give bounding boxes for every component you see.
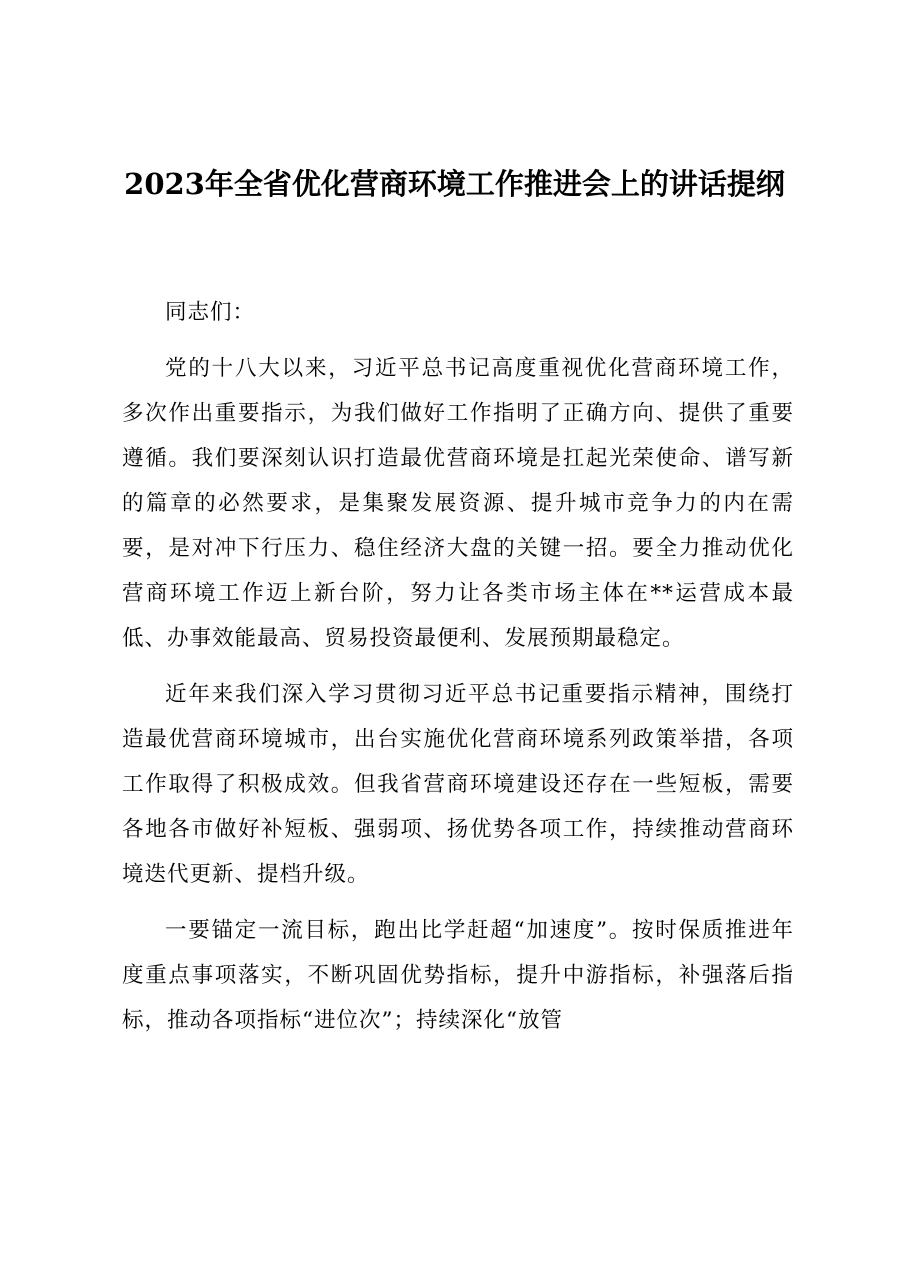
document-body <box>122 290 794 1054</box>
paragraph-2: 近年来我们深入学习贯彻习近平总书记重要指示精神，围绕打造最优营商环境城市，出台实施优化营商环境系列政策举措，各项工作取得了积极成效。但我省营商环境建设还存在一些短板，需要各地各市做好补短板、强弱项、扬优势各项工作，持续推动营商环境迭代更新、提档升级。 <box>122 682 794 887</box>
paragraph-3: 一要锚定一流目标，跑出比学赶超“加速度”。按时保质推进年度重点事项落实，不断巩固优势指标，提升中游指标，补强落后指标，推动各项指标“进位次”；持续深化“放管 <box>122 918 794 1033</box>
salutation: 同志们： <box>165 300 256 325</box>
paragraph-1: 党的十八大以来，习近平总书记高度重视优化营商环境工作，多次作出重要指示，为我们做好工作指明了正确方向、提供了重要遵循。我们要深刻认识打造最优营商环境是扛起光荣使命、谱写新的篇章的必然要求，是集聚发展资源、提升城市竞争力的内在需要，是对冲下行压力、稳住经济大盘的关键一招。要全力推动优化营商环境工作迈上新台阶，努力让各类市场主体在**运营成本最低、办事效能最高、贸易投资最便利、发展预期最稳定。 <box>122 356 794 651</box>
document-title: 2023年全省优化营商环境工作推进会上的讲话提纲 <box>124 167 785 201</box>
